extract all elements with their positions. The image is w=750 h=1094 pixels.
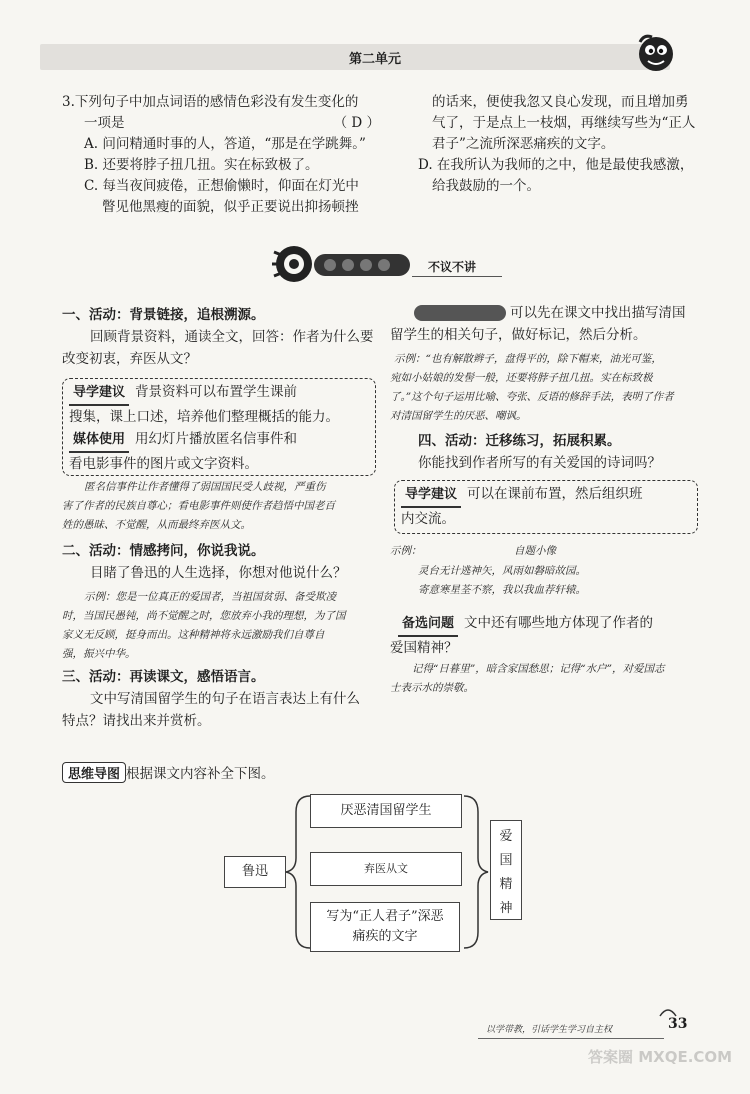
example-line: 了。”这个句子运用比喻、夸张、反语的修辞手法，表明了作者 — [390, 391, 674, 403]
guide-tag: 导学建议 — [69, 382, 129, 406]
q3-option-c-3: 的话来，便使我忽又良心发现，而且增加勇 — [432, 94, 689, 110]
answer-line: 家义无反顾，挺身而出。这种精神将永远激励我们自尊自 — [62, 629, 325, 641]
mindmap-item-3-line: 痛疾的文字 — [352, 929, 418, 944]
activity-1-prompt: 回顾背景资料，通读全文，回答：作者为什么要 — [90, 329, 374, 345]
guide-text-right: 可以在课前布置，然后组织班 — [467, 486, 643, 502]
backup-answer — [390, 660, 720, 698]
guide-tag-right: 导学建议 — [401, 484, 461, 508]
example-line: 对清国留学生的厌恶、嘲讽。 — [390, 410, 527, 422]
mindmap-item-3 — [310, 902, 460, 952]
activity-1-answer — [62, 478, 382, 535]
tip-text: 可以先在课文中找出描写清国 — [510, 305, 686, 321]
activity-4-prompt: 你能找到作者所写的有关爱国的诗词吗？ — [418, 455, 661, 471]
guide-text: 背景资料可以布置学生课前 — [135, 384, 298, 400]
mindmap-right-char: 神 — [499, 901, 513, 916]
tip-text-2: 留学生的相关句子，做好标记，然后分析。 — [390, 327, 647, 343]
example-line: 示例：“也有解散辫子，盘得平的，除下帽来，油光可鉴， — [394, 353, 662, 365]
right-tip — [390, 302, 710, 346]
page-number: 33 — [668, 1016, 688, 1032]
answer-line: 记得“日暮里”，暗含家国愁思；记得“水户”，对爱国志 — [412, 663, 665, 675]
backup-tag: 备选问题 — [398, 613, 458, 637]
page-ornament-icon — [658, 1004, 678, 1018]
poem-example — [390, 542, 710, 600]
watermark: 答案圈 MXQE.COM — [588, 1048, 733, 1066]
guide-text-2: 搜集，课上口述，培养他们整理概括的能力。 — [69, 409, 339, 425]
media-tag: 媒体使用 — [69, 429, 129, 453]
activity-1-prompt-2: 改变初衷，弃医从文？ — [62, 351, 197, 367]
example-line: 宛如小姑娘的发髻一般，还要将脖子扭几扭。实在标致极 — [390, 372, 653, 384]
backup-text: 文中还有哪些地方体现了作者的 — [464, 615, 654, 631]
right-example — [390, 350, 720, 426]
mindmap-right-box — [490, 820, 522, 920]
mindmap-tag: 思维导图 — [62, 762, 126, 783]
q3-option-b: B. 还要将脖子扭几扭。实在标致极了。 — [84, 157, 319, 173]
q3-stem: 3.下列句子中加点词语的感情色彩没有发生变化的 — [62, 94, 359, 110]
section-banner-label: 不议不讲 — [428, 260, 477, 274]
mindmap-right-char: 爱 — [499, 829, 513, 844]
q3-option-c-2: 瞥见他黑瘦的面貌，似乎正要说出抑扬顿挫 — [102, 199, 359, 215]
activity-3-prompt: 文中写清国留学生的句子在语言表达上有什么 — [90, 691, 360, 707]
poem-line: 寄意寒星荃不察，我以我血荐轩辕。 — [418, 584, 586, 596]
q3-stem-2: 一项是 — [84, 115, 125, 131]
poem-label: 示例： — [390, 545, 422, 557]
guide-text-right-2: 内交流。 — [401, 511, 455, 527]
section-banner-graphic — [268, 242, 418, 286]
q3-option-d-2: 给我鼓励的一个。 — [432, 178, 540, 194]
activity-2-title: 二、活动：情感拷问，你说我说。 — [62, 543, 265, 559]
question-3-left — [62, 92, 380, 218]
mindmap-right-char: 精 — [499, 877, 513, 892]
activity-2 — [62, 540, 382, 584]
mindmap-item-1: 厌恶清国留学生 — [310, 794, 462, 828]
q3-option-d: D. 在我所认为我师的之中，他是最使我感激， — [418, 157, 694, 173]
activity-2-prompt: 目睹了鲁迅的人生选择，你想对他说什么？ — [90, 565, 347, 581]
answer-line: 强，振兴中华。 — [62, 648, 136, 660]
activity-3-title: 三、活动：再读课文，感悟语言。 — [62, 669, 265, 685]
footer-slogan: 以学带教，引话学生学习自主权 — [486, 1025, 613, 1035]
activity-2-answer — [62, 588, 382, 664]
mindmap-right-brace — [462, 792, 492, 952]
mindmap-left-brace — [282, 792, 312, 952]
backup-question — [390, 612, 710, 659]
activity-1-title: 一、活动：背景链接，追根溯源。 — [62, 307, 265, 323]
poem-title: 自题小像 — [514, 545, 556, 557]
mascot-icon — [632, 28, 680, 76]
activity-4 — [390, 430, 710, 474]
banner-rule — [412, 276, 502, 277]
answer-line: 害了作者的民族自尊心；看电影事件则使作者趋悟中国老百 — [62, 500, 335, 512]
mindmap-item-3-line: 写为“正人君子”深恶 — [326, 909, 444, 924]
answer-line: 匿名信事件让作者懂得了弱国国民受人歧视，严重伤 — [84, 481, 326, 493]
mindmap-instruction: 根据课文内容补全下图。 — [126, 766, 275, 782]
guide-box-right — [394, 480, 698, 534]
guide-box-left — [62, 378, 376, 476]
q3-option-a: A. 问问精通时事的人，答道，“那是在学跳舞。” — [84, 136, 366, 152]
answer-line: 姓的愚昧、不觉醒，从而最终弃医从文。 — [62, 519, 251, 531]
q3-option-c: C. 每当夜间疲倦，正想偷懒时，仰面在灯光中 — [84, 178, 359, 194]
question-3-right — [418, 92, 708, 197]
poem-line: 灵台无计逃神矢，风雨如磐暗故园。 — [418, 565, 586, 577]
left-column — [62, 304, 382, 370]
unit-title: 第二单元 — [348, 52, 401, 67]
mindmap-item-2: 弃医从文 — [310, 852, 462, 886]
media-text: 用幻灯片播放匿名信事件和 — [135, 431, 298, 447]
q3-option-c-4: 气了，于是点上一枝烟，再继续写些为“正人 — [432, 115, 696, 131]
mindmap-header — [62, 762, 275, 783]
media-text-2: 看电影事件的图片或文字资料。 — [69, 456, 258, 472]
mindmap-right-char: 国 — [499, 853, 513, 868]
answer-line: 示例：您是一位真正的爱国者，当祖国贫弱、备受欺凌 — [84, 591, 336, 603]
answer-line: 时，当国民愚钝，尚不觉醒之时，您放弃小我的理想，为了国 — [62, 610, 346, 622]
q3-answer: （ D ） — [333, 115, 380, 131]
answer-line: 士表示水的崇敬。 — [390, 682, 474, 694]
activity-4-title: 四、活动：迁移练习，拓展积累。 — [418, 433, 621, 449]
activity-3 — [62, 666, 382, 732]
activity-3-prompt-2: 特点？请找出来并赏析。 — [62, 713, 211, 729]
q3-option-c-5: 君子”之流所深恶痛疾的文字。 — [432, 136, 615, 152]
mindmap-center: 鲁迅 — [224, 856, 286, 888]
backup-text-2: 爱国精神？ — [390, 640, 458, 656]
